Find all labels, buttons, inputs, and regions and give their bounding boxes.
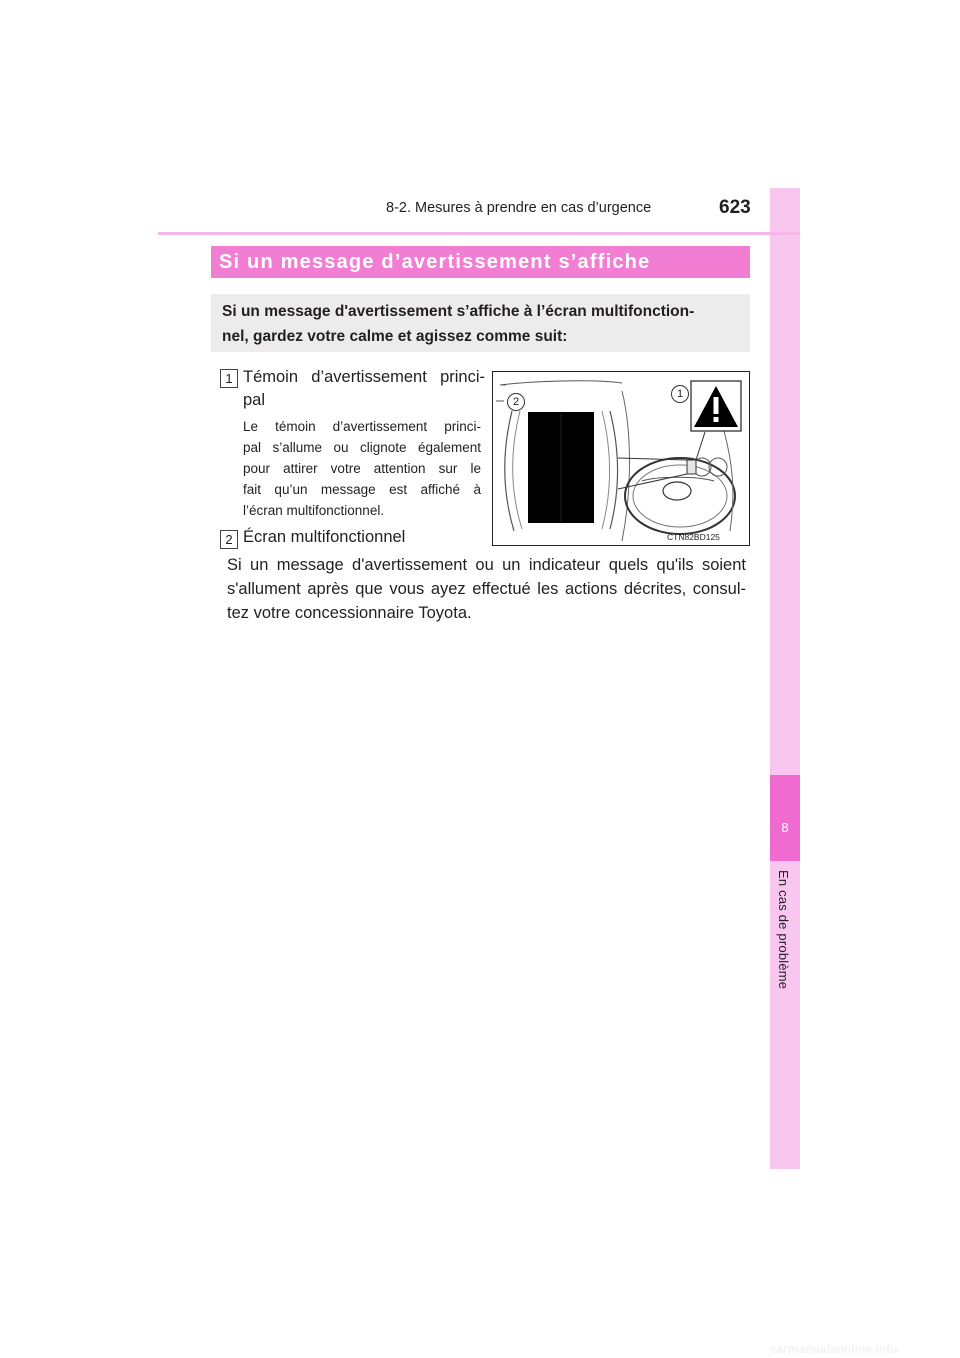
item-1-desc-line-1: Le témoin d’avertissement princi-: [243, 419, 481, 434]
chapter-tab-active[interactable]: [770, 775, 800, 861]
intro-line-2: nel, gardez votre calme et agissez comme suit:: [222, 328, 568, 345]
item-1-desc-line-2: pal s’allume ou clignote également: [243, 440, 481, 455]
section-title-bar: [211, 246, 750, 278]
watermark: carmanualsonline.info: [770, 1342, 898, 1356]
item-1-desc-line-3: pour attirer votre attention sur le: [243, 461, 481, 476]
figure-callout-2: 2: [507, 393, 525, 411]
item-1-label-line-2: pal: [243, 391, 266, 409]
note-line-3: tez votre concessionnaire Toyota.: [227, 604, 472, 622]
intro-line-1: Si un message d'avertissement s’affiche à l’écran multifonction-: [222, 303, 695, 320]
figure-code: CTN82BD125: [667, 532, 720, 542]
page-number: 623: [719, 197, 751, 218]
header-section-title: 8-2. Mesures à prendre en cas d’urgence: [386, 200, 652, 216]
item-1-desc-line-4: fait qu’un message est affiché à: [243, 482, 481, 497]
dashboard-figure: [492, 371, 750, 546]
note-line-1: Si un message d'avertissement ou un indicateur quels qu'ils soient: [227, 556, 746, 574]
section-title: Si un message d’avertissement s’affiche: [219, 251, 651, 273]
item-2-label: Écran multifonctionnel: [243, 528, 406, 546]
item-number-1: 1: [220, 369, 238, 388]
figure-callout-1: 1: [671, 385, 689, 403]
item-1-label-line-1: Témoin d’avertissement princi-: [243, 368, 485, 386]
chapter-number: 8: [781, 820, 789, 835]
chapter-side-tab: [770, 188, 800, 1169]
dashboard-illustration: [492, 371, 750, 546]
item-1-desc-line-5: l’écran multifonctionnel.: [243, 503, 385, 518]
intro-box: [211, 294, 750, 352]
note-line-2: s'allument après que vous ayez effectué les actions décrites, consul-: [227, 580, 746, 598]
header-divider: [158, 232, 800, 235]
item-number-2: 2: [220, 530, 238, 549]
chapter-title: En cas de problème: [776, 870, 791, 990]
